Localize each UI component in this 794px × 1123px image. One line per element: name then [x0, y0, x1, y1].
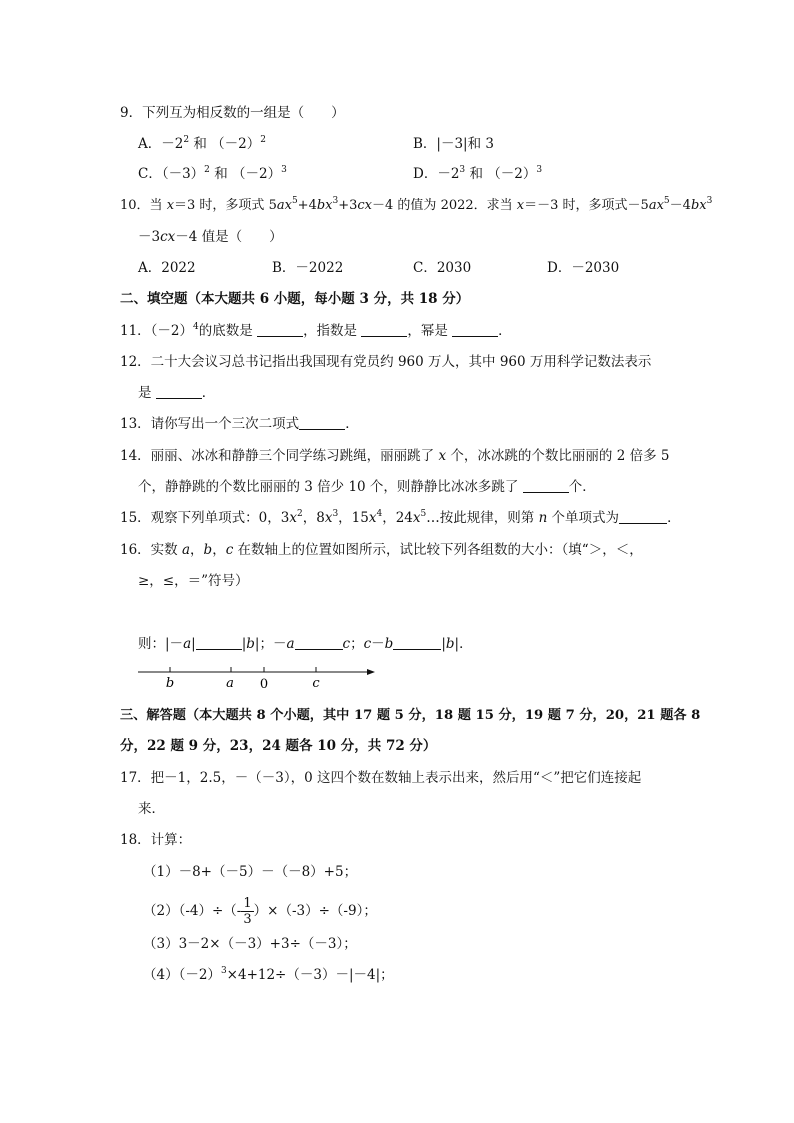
q18-part-3: （3）3－2×（－3）+3÷（－3）； — [143, 936, 357, 952]
q10-option-c: C．2030 — [413, 260, 472, 276]
q16-comparisons: 则：|－a| |b|；－a c；c－b |b|． — [138, 636, 473, 652]
q16-blank-3[interactable] — [393, 635, 441, 650]
q12-line-1: 12．二十大会议习总书记指出我国现有党员约 960 万人，其中 960 万用科学记数法表示 — [120, 354, 652, 370]
fraction-one-third: $\frac{1}{3}$ — [243, 896, 252, 927]
q18-part-2: （2）（-4）÷（- $\frac{1}{3}$ ）×（-3）÷（-9）； — [143, 896, 377, 927]
label-0: 0 — [259, 677, 269, 692]
q16-blank-1[interactable] — [196, 635, 242, 650]
q10-option-d: D．－2030 — [547, 260, 620, 276]
q11-blank-base[interactable] — [257, 322, 303, 337]
label-b: b — [165, 676, 175, 691]
q9-option-d: D．$-2^3$ 和 $(-2)^3$ — [413, 165, 543, 182]
q12-blank[interactable] — [156, 384, 202, 399]
q9-option-c: C．$(-3)^2$ 和 $(-2)^3$ — [138, 165, 287, 182]
q11: 11．$(-2)^4$的底数是 ，指数是 ，幂是 ． — [120, 322, 512, 339]
section-3-heading-line-1: 三、解答题（本大题共 8 个小题，其中 17 题 5 分，18 题 15 分，19 题 7 分，20，21 题各 8 — [120, 708, 701, 723]
q15-blank[interactable] — [619, 509, 667, 524]
q9-stem: 9．下列互为相反数的一组是（ ） — [120, 105, 345, 121]
q9-option-a: A．$-2^2$ 和 $(-2)^2$ — [138, 135, 266, 152]
q17-line-1: 17．把－1，2.5，－（－3），0 这四个数在数轴上表示出来，然后用“＜”把它们连接起 — [120, 770, 642, 786]
q16-line-2: ≥，≤，＝”符号） — [138, 573, 249, 589]
q14-line-2: 个，静静跳的个数比丽丽的 3 倍少 10 个，则静静比冰冰多跳了 个． — [138, 479, 596, 495]
q17-line-2: 来． — [138, 801, 165, 817]
q18-part-4: $(4)(-2)^3\times 4+12\div(-3)-|-4|$； — [143, 966, 394, 983]
q12-line-2: 是 ． — [138, 385, 216, 401]
q14-line-1: 14．丽丽、冰冰和静静三个同学练习跳绳，丽丽跳了 x 个，冰冰跳的个数比丽丽的 2 倍多 5 — [120, 448, 670, 464]
q11-blank-power[interactable] — [452, 322, 498, 337]
q13-blank[interactable] — [299, 415, 345, 430]
q11-blank-exponent[interactable] — [361, 322, 407, 337]
section-2-heading: 二、填空题（本大题共 6 小题，每小题 3 分，共 18 分） — [120, 291, 470, 307]
q16-line-1: 16．实数 a，b，c 在数轴上的位置如图所示，试比较下列各组数的大小：（填“＞，＜， — [120, 542, 643, 558]
q10-line-2: －3cx－4 值是（ ） — [138, 229, 283, 245]
q14-blank[interactable] — [523, 478, 569, 493]
q10-option-a: A．2022 — [138, 260, 196, 276]
label-a: a — [226, 676, 234, 691]
q9-option-b: B．|－3|和 3 — [413, 136, 494, 152]
q15: 15．观察下列单项式：0，$3x^2$，$8x^3$，$15x^4$，$24x^5\dots$按此规律，则第 n 个单项式为 ． — [120, 509, 681, 526]
q18-part-1: （1）－8+（－5）－（－8）+5； — [143, 864, 358, 880]
section-3-heading-line-2: 分，22 题 9 分，23，24 题各 10 分，共 72 分） — [120, 738, 437, 754]
q13: 13．请你写出一个三次二项式 ． — [120, 416, 359, 432]
q18-title: 18．计算： — [120, 832, 192, 848]
q16-blank-2[interactable] — [295, 635, 343, 650]
number-line-arrow-icon — [367, 669, 375, 675]
q10-option-b: B．－2022 — [272, 260, 344, 276]
label-c: c — [312, 676, 320, 691]
q10-line-1: 10．当 x＝3 时，多项式 $5ax^5+4bx^3+3cx-4$ 的值为 2022．求当 x＝－3 时，多项式$-5ax^5-4bx^3$ — [120, 196, 713, 213]
